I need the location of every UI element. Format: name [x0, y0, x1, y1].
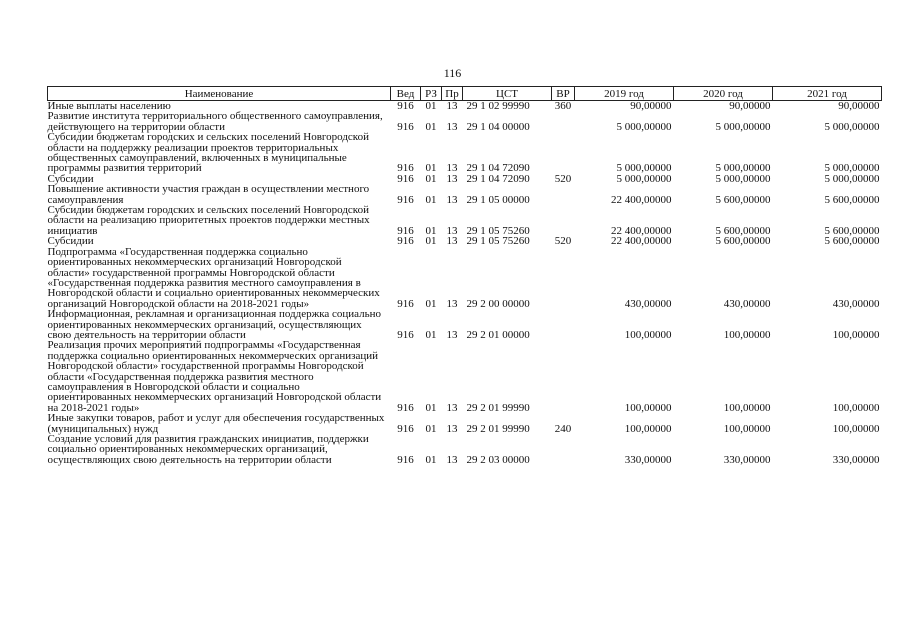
row-rz: 01	[425, 401, 437, 414]
row-2021: 5 600,00000	[824, 235, 880, 248]
row-ved: 916	[397, 235, 414, 248]
table-row	[48, 413, 882, 434]
row-vr	[552, 132, 575, 174]
row-2021: 330,00000	[832, 453, 880, 466]
row-pr: 13	[446, 453, 458, 466]
row-vr	[552, 111, 575, 132]
row-2020: 5 000,00000	[715, 162, 771, 175]
row-rz: 01	[425, 193, 437, 206]
row-ved: 916	[397, 422, 414, 435]
row-pr: 13	[446, 172, 458, 185]
row-cst: 29 2 01 99990	[466, 401, 530, 414]
page-number: 116	[443, 66, 462, 80]
row-vr	[552, 247, 575, 309]
header-2020: 2020 год	[674, 87, 773, 101]
row-ved: 916	[397, 162, 414, 175]
row-cst: 29 2 01 00000	[466, 328, 530, 341]
header-ved: Вед	[391, 87, 421, 101]
header-pr: Пр	[442, 87, 463, 101]
row-ved: 916	[397, 100, 414, 112]
row-2020: 90,00000	[729, 100, 771, 112]
row-name: Субсидии бюджетам городских и сельских поселений Новгородской области на реализацию приоритетных проектов поддержки местных инициатив	[47, 204, 370, 237]
row-vr	[552, 340, 575, 413]
row-2019: 100,00000	[624, 328, 672, 341]
row-2020: 5 000,00000	[715, 172, 771, 185]
row-cst: 29 1 05 75260	[466, 235, 530, 248]
row-pr: 13	[446, 297, 458, 310]
row-2021: 100,00000	[832, 422, 880, 435]
table-body	[48, 101, 882, 466]
row-ved: 916	[397, 401, 414, 414]
row-rz: 01	[425, 162, 437, 175]
table-row	[48, 132, 882, 174]
row-2019: 430,00000	[624, 297, 672, 310]
row-2020: 330,00000	[723, 453, 771, 466]
row-rz: 01	[425, 120, 437, 133]
row-pr: 13	[446, 162, 458, 175]
row-vr	[552, 434, 575, 465]
row-cst: 29 1 04 72090	[466, 172, 530, 185]
row-cst: 29 1 02 99990	[466, 100, 530, 112]
row-2020: 5 000,00000	[715, 120, 771, 133]
row-2019: 90,00000	[630, 100, 672, 112]
table-row	[48, 247, 882, 309]
row-name: Повышение активности участия граждан в осуществлении местного самоуправления	[47, 183, 370, 206]
row-2021: 5 600,00000	[824, 193, 880, 206]
row-rz: 01	[425, 224, 437, 237]
row-ved: 916	[397, 297, 414, 310]
row-vr: 360	[554, 100, 572, 112]
row-name: Иные закупки товаров, работ и услуг для обеспечения государственных (муниципальных) нужд	[47, 412, 385, 435]
table-row	[48, 340, 882, 413]
row-vr: 240	[554, 422, 572, 435]
row-2019: 100,00000	[624, 401, 672, 414]
row-vr: 520	[554, 235, 572, 248]
row-2020: 100,00000	[723, 401, 771, 414]
row-pr: 13	[446, 224, 458, 237]
row-vr	[552, 205, 575, 236]
row-2019: 100,00000	[624, 422, 672, 435]
row-ved: 916	[397, 224, 414, 237]
row-cst: 29 1 04 72090	[466, 162, 530, 175]
row-ved: 916	[397, 120, 414, 133]
row-pr: 13	[446, 235, 458, 248]
row-2019: 22 400,00000	[611, 224, 672, 237]
row-rz: 01	[425, 172, 437, 185]
table-row	[48, 184, 882, 205]
row-2021: 5 000,00000	[824, 120, 880, 133]
row-2019: 5 000,00000	[616, 120, 672, 133]
row-pr: 13	[446, 422, 458, 435]
row-cst: 29 1 05 75260	[466, 224, 530, 237]
row-2020: 100,00000	[723, 328, 771, 341]
row-2021: 5 000,00000	[824, 162, 880, 175]
row-2019: 5 000,00000	[616, 172, 672, 185]
row-rz: 01	[425, 328, 437, 341]
header-2021: 2021 год	[773, 87, 882, 101]
row-pr: 13	[446, 328, 458, 341]
row-2021: 100,00000	[832, 401, 880, 414]
row-name: Субсидии бюджетам городских и сельских поселений Новгородской области на поддержку реализации проектов территориальных общественных самоуправлений, включенных в муниципальные программы развития территорий	[47, 131, 369, 175]
row-2021: 100,00000	[832, 328, 880, 341]
row-ved: 916	[397, 172, 414, 185]
row-cst: 29 2 01 99990	[466, 422, 530, 435]
header-2019: 2019 год	[575, 87, 674, 101]
row-pr: 13	[446, 120, 458, 133]
row-cst: 29 1 04 00000	[466, 120, 530, 133]
row-rz: 01	[425, 422, 437, 435]
row-name: Реализация прочих мероприятий подпрограммы «Государственная поддержка социально ориентированных некоммерческих организаций Новгородской области» государственной программы Новгородской области «Государственная поддержка развития местного самоуправления в Новгородской области и социально ориентированных некоммерческих организаций Новгородской области на 2018-2021 годы»	[47, 339, 382, 414]
row-ved: 916	[397, 453, 414, 466]
row-2019: 22 400,00000	[611, 235, 672, 248]
row-cst: 29 1 05 00000	[466, 193, 530, 206]
row-2019: 22 400,00000	[611, 193, 672, 206]
row-pr: 13	[446, 401, 458, 414]
row-name: Субсидии	[47, 235, 94, 248]
row-rz: 01	[425, 297, 437, 310]
row-name: Субсидии	[47, 172, 94, 185]
budget-table	[47, 86, 882, 465]
row-2020: 100,00000	[723, 422, 771, 435]
row-2021: 5 600,00000	[824, 224, 880, 237]
row-pr: 13	[446, 193, 458, 206]
row-name: Развитие института территориального общественного самоуправления, действующего на территории области	[47, 110, 383, 133]
row-2020: 5 600,00000	[715, 224, 771, 237]
table-row	[48, 434, 882, 465]
row-rz: 01	[425, 235, 437, 248]
row-2019: 5 000,00000	[616, 162, 672, 175]
row-name: Создание условий для развития гражданских инициатив, поддержки социально ориентированных некоммерческих организаций, осуществляющих свою деятельность на территории области	[47, 433, 369, 466]
table-row	[48, 309, 882, 340]
row-name: Информационная, рекламная и организационная поддержка социально ориентированных некоммерческих организаций, осуществляющих свою деятельность на территории области	[47, 308, 382, 341]
table-row	[48, 205, 882, 236]
row-rz: 01	[425, 453, 437, 466]
row-2020: 5 600,00000	[715, 193, 771, 206]
row-2021: 430,00000	[832, 297, 880, 310]
row-2020: 430,00000	[723, 297, 771, 310]
row-2021: 90,00000	[838, 100, 880, 112]
header-vr: ВР	[552, 87, 575, 101]
row-rz: 01	[425, 100, 437, 112]
row-cst: 29 2 00 00000	[466, 297, 530, 310]
row-pr: 13	[446, 100, 458, 112]
header-rz: РЗ	[421, 87, 442, 101]
row-name: Иные выплаты населению	[47, 100, 171, 112]
header-cst: ЦСТ	[463, 87, 552, 101]
row-vr	[552, 184, 575, 205]
header-name: Наименование	[48, 87, 391, 101]
row-cst: 29 2 03 00000	[466, 453, 530, 466]
row-vr: 520	[554, 172, 572, 185]
row-vr	[552, 309, 575, 340]
row-2019: 330,00000	[624, 453, 672, 466]
row-name: Подпрограмма «Государственная поддержка социально ориентированных некоммерческих организаций Новгородской области» государственной программы Новгородской области «Государственная поддержка развития местного самоуправления в Новгородской области и социально ориентированных некоммерческих организаций Новгородской области на 2018-2021 годы»	[47, 245, 380, 310]
row-ved: 916	[397, 193, 414, 206]
row-ved: 916	[397, 328, 414, 341]
row-2020: 5 600,00000	[715, 235, 771, 248]
row-2021: 5 000,00000	[824, 172, 880, 185]
table-header-row	[48, 87, 882, 101]
table-row	[48, 111, 882, 132]
